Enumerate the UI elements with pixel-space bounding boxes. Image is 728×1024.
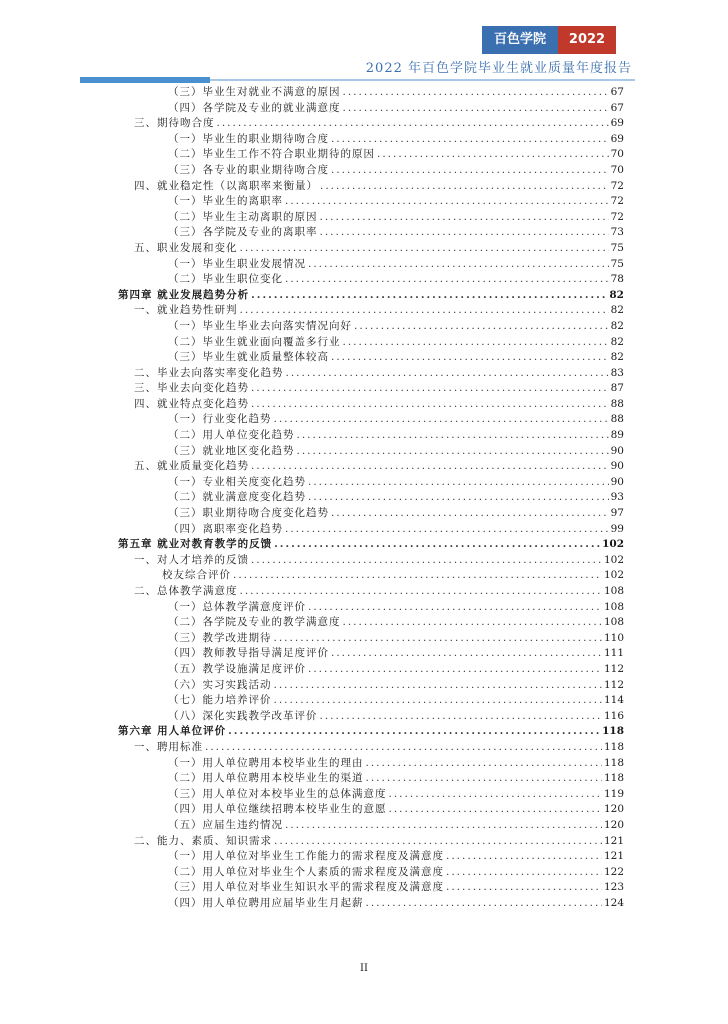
toc-entry-page: 112 <box>603 678 624 691</box>
toc-entry-title: （二）用人单位对毕业生个人素质的需求程度及满意度 <box>168 865 444 878</box>
toc-entry-title: （二）毕业生主动离职的原因 <box>168 210 318 223</box>
toc-entry[interactable] <box>118 210 624 226</box>
toc-entry-page: 122 <box>603 865 624 878</box>
toc-leader-dots <box>331 163 609 179</box>
toc-leader-dots <box>285 272 609 288</box>
toc-entry-title: （三）各专业的职业期待吻合度 <box>168 163 329 176</box>
toc-entry-title: （四）教师教导指导满足度评价 <box>168 647 329 660</box>
toc-entry-page: 124 <box>603 896 624 909</box>
header-accent-bar <box>80 77 210 83</box>
toc-leader-dots <box>389 787 602 803</box>
toc-leader-dots <box>286 366 609 382</box>
toc-entry[interactable] <box>118 241 624 257</box>
toc-leader-dots <box>377 147 609 163</box>
toc-leader-dots <box>240 241 609 257</box>
toc-leader-dots <box>274 678 602 694</box>
toc-leader-dots <box>354 319 609 335</box>
toc-entry-page: 120 <box>603 803 624 816</box>
toc-entry-title: （四）离职率变化趋势 <box>168 522 283 535</box>
toc-leader-dots <box>274 412 609 428</box>
toc-entry-page: 112 <box>603 662 624 675</box>
toc-leader-dots <box>446 880 602 896</box>
toc-entry-title: 三、期待吻合度 <box>134 117 215 130</box>
toc-entry[interactable] <box>118 662 624 678</box>
toc-entry-page: 108 <box>603 616 624 629</box>
toc-leader-dots <box>274 834 602 850</box>
toc-chapter-entry[interactable] <box>118 724 624 740</box>
toc-leader-dots <box>320 210 609 226</box>
toc-entry-title: （三）就业地区变化趋势 <box>168 444 295 457</box>
toc-entry-page: 72 <box>610 210 624 223</box>
toc-leader-dots <box>228 724 600 740</box>
toc-entry-title: （三）毕业生就业质量整体较高 <box>168 351 329 364</box>
toc-entry-title: （三）用人单位对本校毕业生的总体满意度 <box>168 787 387 800</box>
toc-entry[interactable] <box>118 834 624 850</box>
toc-leader-dots <box>331 646 602 662</box>
toc-leader-dots <box>320 225 609 241</box>
toc-entry[interactable] <box>118 381 624 397</box>
toc-entry[interactable] <box>118 709 624 725</box>
toc-leader-dots <box>366 756 602 772</box>
toc-entry-title: （二）毕业生工作不符合职业期待的原因 <box>168 148 375 161</box>
toc-entry-title: 一、就业趋势性研判 <box>134 304 238 317</box>
toc-entry-title: （二）就业满意度变化趋势 <box>168 491 306 504</box>
toc-entry-page: 108 <box>603 585 624 597</box>
toc-entry[interactable] <box>118 756 624 772</box>
toc-entry-title: （三）各学院及专业的离职率 <box>168 226 318 239</box>
toc-entry-page: 89 <box>610 429 624 442</box>
toc-entry-page: 75 <box>610 241 624 254</box>
toc-entry[interactable] <box>118 272 624 288</box>
toc-entry[interactable] <box>118 615 624 631</box>
toc-leader-dots <box>233 568 602 584</box>
report-header-title: 2022 年百色学院毕业生就业质量年度报告 <box>365 61 632 76</box>
toc-leader-dots <box>217 116 609 132</box>
toc-entry-title: 第五章 就业对教育教学的反馈 <box>118 538 273 551</box>
toc-entry-title: （二）用人单位变化趋势 <box>168 429 295 442</box>
toc-entry[interactable] <box>118 444 624 460</box>
toc-entry-title: （七）能力培养评价 <box>168 694 272 707</box>
toc-entry-title: 第四章 就业发展趋势分析 <box>118 288 250 301</box>
toc-entry[interactable] <box>118 818 624 834</box>
toc-entry-title: 二、能力、素质、知识需求 <box>134 834 272 847</box>
toc-entry-page: 70 <box>610 163 624 176</box>
toc-entry-page: 111 <box>603 647 624 660</box>
toc-entry[interactable] <box>118 132 624 148</box>
toc-leader-dots <box>308 257 609 273</box>
toc-entry-page: 88 <box>610 397 624 410</box>
toc-entry[interactable] <box>118 303 624 319</box>
toc-entry-page: 116 <box>603 709 624 722</box>
toc-entry-page: 118 <box>602 725 624 738</box>
toc-entry-page: 69 <box>610 117 624 130</box>
page-number: II <box>360 963 368 974</box>
toc-entry[interactable] <box>118 225 624 241</box>
toc-entry-title: （二）各学院及专业的教学满意度 <box>168 616 341 629</box>
table-of-contents <box>118 85 624 911</box>
toc-entry[interactable] <box>118 350 624 366</box>
toc-entry-page: 102 <box>603 569 624 582</box>
toc-entry[interactable] <box>118 428 624 444</box>
toc-entry-page: 82 <box>610 319 624 332</box>
toc-entry-page: 102 <box>603 553 624 566</box>
toc-entry-page: 70 <box>610 148 624 161</box>
toc-entry[interactable] <box>118 475 624 491</box>
toc-entry-title: 三、毕业去向变化趋势 <box>134 382 249 395</box>
toc-entry[interactable] <box>118 631 624 647</box>
toc-leader-dots <box>285 818 602 834</box>
toc-leader-dots <box>308 475 609 491</box>
toc-entry[interactable] <box>118 147 624 163</box>
toc-entry[interactable] <box>118 335 624 351</box>
toc-entry-title: （五）教学设施满足度评价 <box>168 662 306 675</box>
toc-entry[interactable] <box>118 412 624 428</box>
toc-leader-dots <box>331 132 609 148</box>
toc-entry-title: （一）毕业生的职业期待吻合度 <box>168 132 329 145</box>
toc-leader-dots <box>297 444 609 460</box>
toc-entry[interactable] <box>118 179 624 195</box>
toc-entry-page: 120 <box>603 818 624 831</box>
toc-entry-title: 五、就业质量变化趋势 <box>134 460 249 473</box>
toc-leader-dots <box>251 397 609 413</box>
toc-leader-dots <box>251 288 607 304</box>
toc-entry-page: 90 <box>610 444 624 457</box>
toc-entry-title: （二）用人单位聘用本校毕业生的渠道 <box>168 772 364 785</box>
toc-entry-title: （四）用人单位继续招聘本校毕业生的意愿 <box>168 803 387 816</box>
toc-entry-title: （二）毕业生职位变化 <box>168 273 283 286</box>
toc-entry[interactable] <box>118 568 624 584</box>
toc-entry-page: 108 <box>603 600 624 613</box>
toc-leader-dots <box>285 522 609 538</box>
toc-entry[interactable] <box>118 849 624 865</box>
toc-entry-page: 72 <box>610 179 624 192</box>
toc-entry[interactable] <box>118 522 624 538</box>
toc-entry-title: 四、就业稳定性（以离职率来衡量） <box>134 179 318 192</box>
toc-entry[interactable] <box>118 194 624 210</box>
toc-entry[interactable] <box>118 646 624 662</box>
toc-entry[interactable] <box>118 865 624 881</box>
toc-entry-title: （八）深化实践教学改革评价 <box>168 709 318 722</box>
toc-entry-title: （一）专业相关度变化趋势 <box>168 475 306 488</box>
toc-entry-page: 82 <box>610 351 624 364</box>
toc-leader-dots <box>240 303 609 319</box>
toc-leader-dots <box>343 101 609 117</box>
toc-entry-page: 121 <box>603 834 624 847</box>
toc-entry-page: 93 <box>610 491 624 504</box>
toc-entry-title: （一）用人单位对毕业生工作能力的需求程度及满意度 <box>168 850 444 863</box>
toc-entry-page: 72 <box>610 195 624 208</box>
toc-entry[interactable] <box>118 678 624 694</box>
toc-entry-title: （一）毕业生职业发展情况 <box>168 257 306 270</box>
toc-entry-title: （三）毕业生对就业不满意的原因 <box>168 86 341 98</box>
toc-entry-page: 87 <box>610 382 624 395</box>
school-badge: 百色学院 <box>482 26 558 54</box>
toc-entry-page: 102 <box>602 538 624 551</box>
toc-entry-title: 一、对人才培养的反馈 <box>134 553 249 566</box>
toc-entry[interactable] <box>118 163 624 179</box>
toc-entry[interactable] <box>118 740 624 756</box>
toc-entry[interactable] <box>118 600 624 616</box>
toc-entry[interactable] <box>118 397 624 413</box>
toc-entry-title: （一）行业变化趋势 <box>168 413 272 426</box>
toc-entry-page: 67 <box>610 86 624 98</box>
toc-entry-title: （五）应届生违约情况 <box>168 818 283 831</box>
toc-entry[interactable] <box>118 802 624 818</box>
toc-leader-dots <box>205 740 602 756</box>
toc-entry-title: （二）毕业生就业面向覆盖多行业 <box>168 335 341 348</box>
toc-entry-page: 69 <box>610 132 624 145</box>
toc-leader-dots <box>343 85 609 101</box>
toc-entry[interactable] <box>118 506 624 522</box>
toc-entry[interactable] <box>118 896 624 912</box>
toc-leader-dots <box>331 506 609 522</box>
toc-chapter-entry[interactable] <box>118 288 624 304</box>
toc-entry-title: （三）教学改进期待 <box>168 631 272 644</box>
toc-entry-page: 82 <box>610 335 624 348</box>
toc-chapter-entry[interactable] <box>118 537 624 553</box>
toc-leader-dots <box>251 553 602 569</box>
toc-leader-dots <box>331 350 609 366</box>
toc-entry-title: （一）毕业生毕业去向落实情况向好 <box>168 319 352 332</box>
toc-entry-page: 78 <box>610 273 624 286</box>
toc-entry-page: 118 <box>603 756 624 769</box>
toc-entry[interactable] <box>118 116 624 132</box>
toc-entry-title: （三）职业期待吻合度变化趋势 <box>168 507 329 520</box>
toc-entry-page: 82 <box>610 304 624 317</box>
toc-entry[interactable] <box>118 459 624 475</box>
toc-entry-title: （四）各学院及专业的就业满意度 <box>168 101 341 114</box>
toc-leader-dots <box>343 615 602 631</box>
toc-entry[interactable] <box>118 101 624 117</box>
toc-entry-page: 82 <box>609 288 624 301</box>
toc-entry-title: （一）用人单位聘用本校毕业生的理由 <box>168 756 364 769</box>
toc-leader-dots <box>308 600 602 616</box>
toc-leader-dots <box>274 631 602 647</box>
toc-leader-dots <box>446 849 602 865</box>
toc-entry[interactable] <box>118 319 624 335</box>
toc-entry-title: 第六章 用人单位评价 <box>118 725 227 738</box>
toc-entry-page: 67 <box>610 101 624 114</box>
toc-leader-dots <box>274 693 602 709</box>
toc-entry[interactable] <box>118 771 624 787</box>
toc-entry-page: 121 <box>603 850 624 863</box>
toc-entry-page: 88 <box>610 413 624 426</box>
toc-entry-title: 一、聘用标准 <box>134 740 203 753</box>
toc-leader-dots <box>240 584 602 600</box>
toc-leader-dots <box>274 537 600 553</box>
toc-entry-page: 73 <box>610 226 624 239</box>
toc-leader-dots <box>251 459 609 475</box>
toc-entry-page: 99 <box>610 522 624 535</box>
toc-entry-page: 118 <box>603 740 624 753</box>
toc-leader-dots <box>389 802 602 818</box>
toc-leader-dots <box>343 335 609 351</box>
toc-entry[interactable] <box>118 490 624 506</box>
toc-entry-page: 83 <box>610 366 624 379</box>
toc-entry-title: 校友综合评价 <box>162 569 231 582</box>
toc-entry-page: 119 <box>603 787 624 800</box>
toc-leader-dots <box>366 771 602 787</box>
toc-entry-page: 110 <box>603 631 624 644</box>
toc-leader-dots <box>320 179 609 195</box>
toc-entry-page: 123 <box>603 881 624 894</box>
toc-leader-dots <box>297 428 609 444</box>
toc-leader-dots <box>308 662 602 678</box>
toc-entry[interactable] <box>118 693 624 709</box>
toc-entry-page: 90 <box>610 475 624 488</box>
toc-entry-title: （六）实习实践活动 <box>168 678 272 691</box>
toc-leader-dots <box>285 194 609 210</box>
header-divider-line <box>210 79 635 81</box>
toc-entry-title: 四、就业特点变化趋势 <box>134 397 249 410</box>
toc-entry-title: 二、总体教学满意度 <box>134 585 238 597</box>
toc-entry[interactable] <box>118 85 624 101</box>
toc-entry-page: 90 <box>610 460 624 473</box>
toc-entry-page: 75 <box>610 257 624 270</box>
toc-entry-title: （一）总体教学满意度评价 <box>168 600 306 613</box>
toc-entry[interactable] <box>118 880 624 896</box>
toc-entry[interactable] <box>118 553 624 569</box>
toc-entry[interactable] <box>118 257 624 273</box>
toc-entry[interactable] <box>118 787 624 803</box>
toc-entry[interactable] <box>118 584 624 600</box>
toc-leader-dots <box>251 381 609 397</box>
toc-entry[interactable] <box>118 366 624 382</box>
toc-leader-dots <box>446 865 602 881</box>
toc-entry-title: 二、毕业去向落实率变化趋势 <box>134 366 284 379</box>
toc-leader-dots <box>366 896 602 912</box>
toc-entry-page: 114 <box>603 694 624 707</box>
year-badge: 2022 <box>558 26 616 54</box>
toc-leader-dots <box>308 490 609 506</box>
toc-entry-page: 97 <box>610 507 624 520</box>
toc-entry-title: （四）用人单位聘用应届毕业生月起薪 <box>168 896 364 909</box>
toc-entry-title: 五、职业发展和变化 <box>134 241 238 254</box>
toc-entry-page: 118 <box>603 772 624 785</box>
toc-entry-title: （三）用人单位对毕业生知识水平的需求程度及满意度 <box>168 881 444 894</box>
toc-leader-dots <box>320 709 602 725</box>
toc-entry-title: （一）毕业生的离职率 <box>168 195 283 208</box>
